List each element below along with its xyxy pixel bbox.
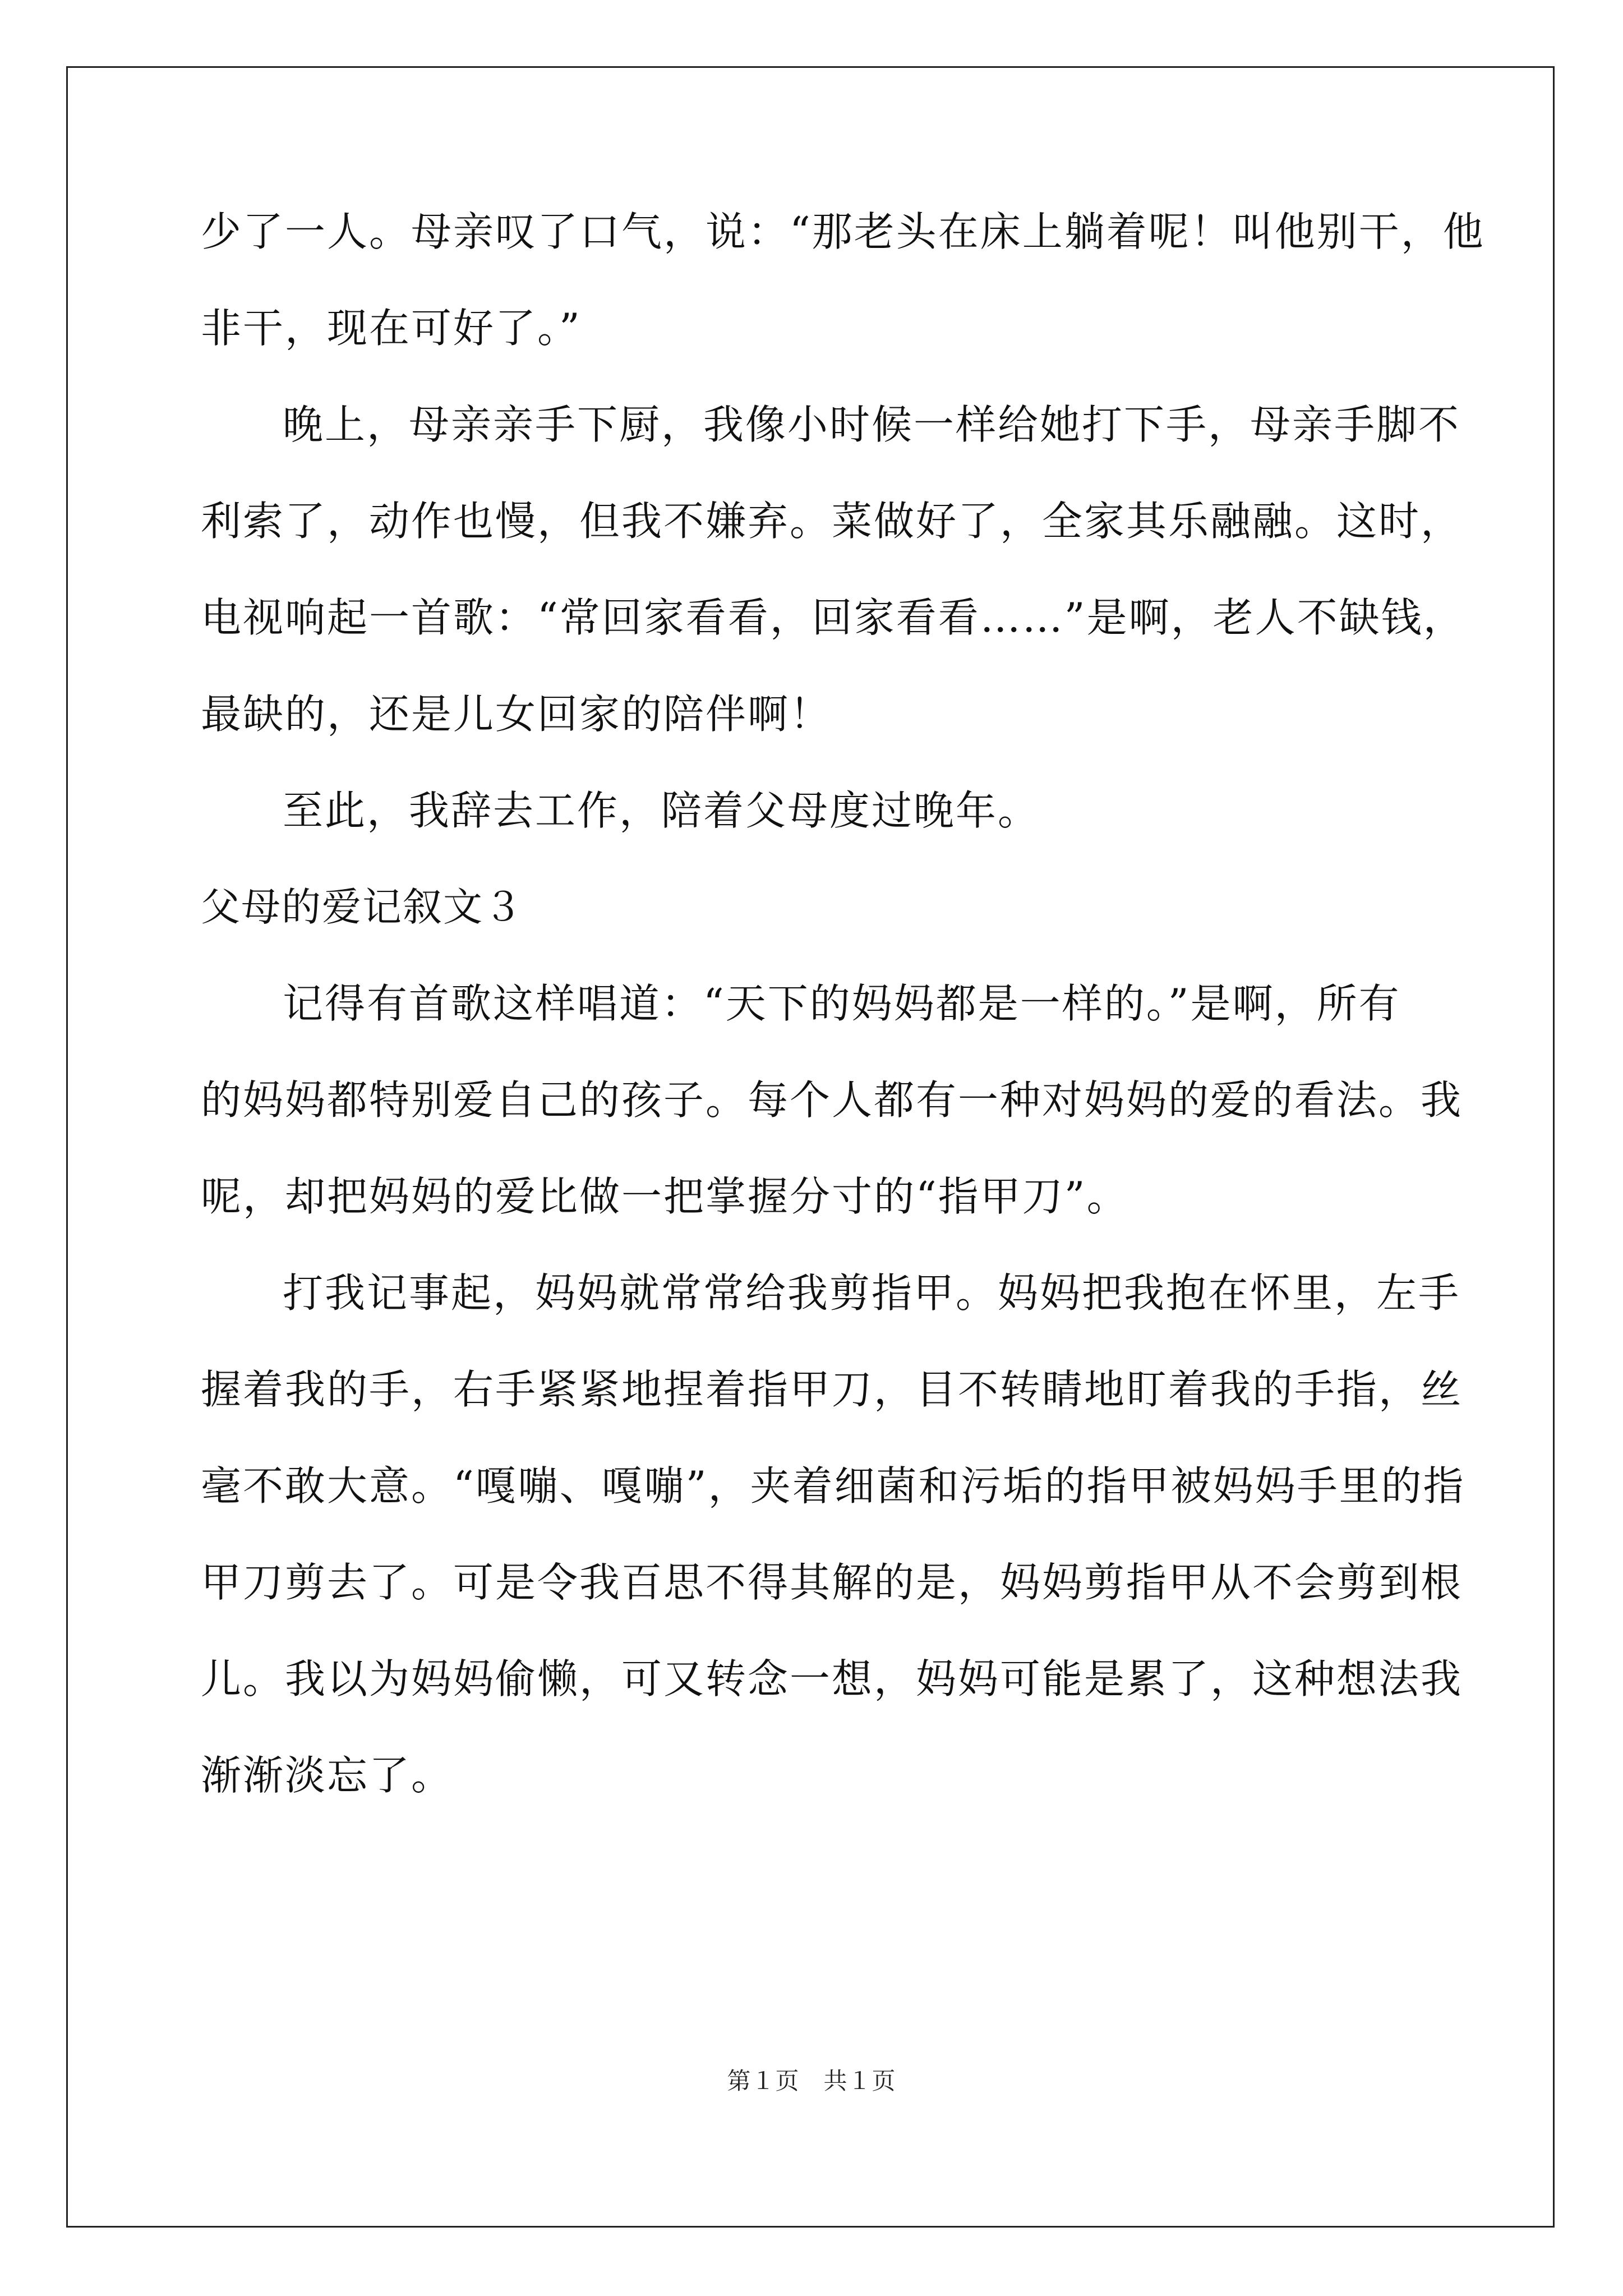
text-line: 电视响起一首歌：“常回家看看，回家看看……”是啊，老人不缺钱，: [201, 594, 1465, 641]
page-number-footer: 第１页 共１页: [727, 2067, 896, 2095]
text-line: 甲刀剪去了。可是令我百思不得其解的是，妈妈剪指甲从不会剪到根: [201, 1559, 1463, 1606]
text-line: 毫不敢大意。“嘎嘣、嘎嘣”，夹着细菌和污垢的指甲被妈妈手里的指: [201, 1462, 1465, 1510]
text-line: 的妈妈都特别爱自己的孩子。每个人都有一种对妈妈的爱的看法。我: [201, 1076, 1463, 1124]
text-line: 儿。我以为妈妈偷懒，可又转念一想，妈妈可能是累了，这种想法我: [201, 1655, 1463, 1703]
text-line: 利索了，动作也慢，但我不嫌弃。菜做好了，全家其乐融融。这时，: [201, 498, 1463, 545]
paragraph-start-line: 至此，我辞去工作，陪着父母度过晚年。: [283, 787, 1040, 834]
paragraph-start-line: 记得有首歌这样唱道：“天下的妈妈都是一样的。”是啊，所有: [283, 980, 1401, 1027]
page-border: [66, 66, 1555, 2228]
text-line: 渐渐淡忘了。: [201, 1752, 454, 1799]
paragraph-start-line: 打我记事起，妈妈就常常给我剪指甲。妈妈把我抱在怀里，左手: [283, 1269, 1461, 1317]
section-heading: 父母的爱记叙文３: [201, 884, 524, 930]
text-line: 最缺的，还是儿女回家的陪伴啊！: [201, 691, 832, 738]
text-line: 少了一人。母亲叹了口气，说：“那老头在床上躺着呢！叫他别干，他: [201, 208, 1485, 255]
text-line: 非干，现在可好了。”: [201, 305, 582, 352]
paragraph-start-line: 晚上，母亲亲手下厨，我像小时候一样给她打下手，母亲手脚不: [283, 401, 1461, 448]
text-line: 呢，却把妈妈的爱比做一把掌握分寸的“指甲刀”。: [201, 1173, 1129, 1220]
text-line: 握着我的手，右手紧紧地捏着指甲刀，目不转睛地盯着我的手指，丝: [201, 1366, 1463, 1413]
